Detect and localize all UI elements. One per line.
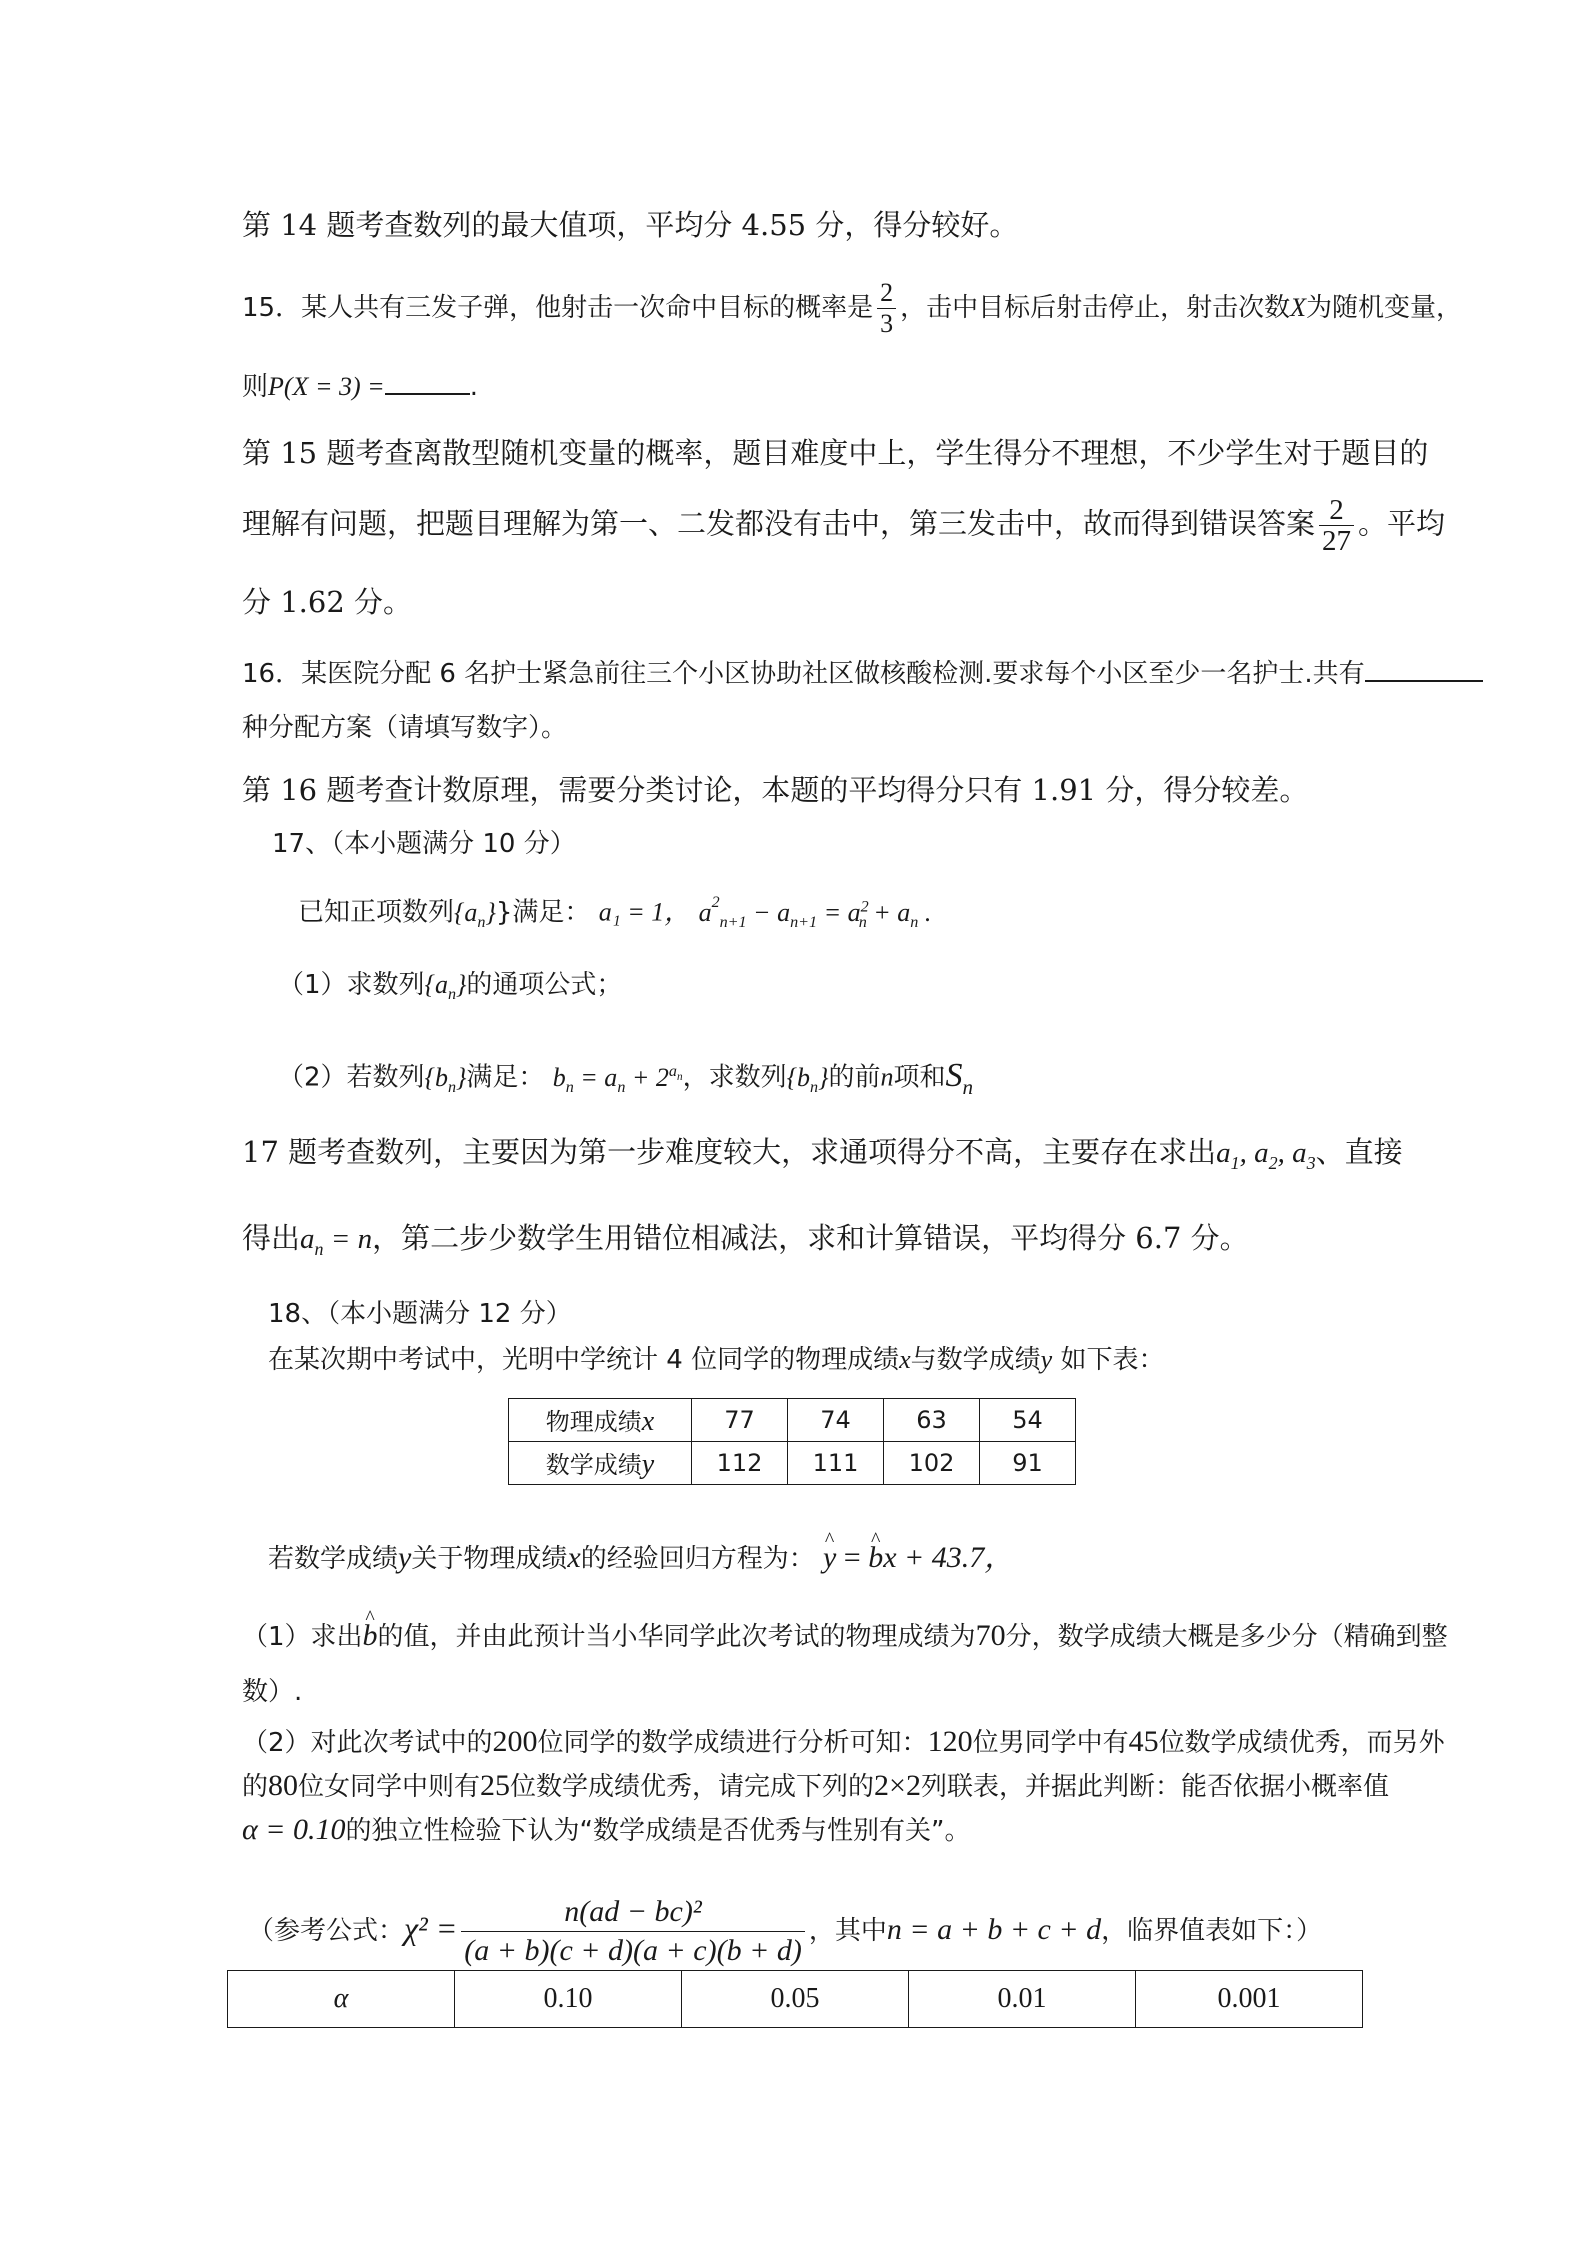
q15-review-line3: 分 1.62 分。	[242, 585, 413, 619]
row-label-math: 数学成绩y	[509, 1442, 692, 1485]
q17-part2-formula: $b_n = a_n + 2^{a_n}$	[552, 1062, 683, 1096]
q17-review-line1	[242, 1132, 1403, 1183]
q17-review-text-b: 、直接	[1315, 1135, 1403, 1169]
q15-question-line1	[242, 278, 1462, 339]
q15-frac-den: 3	[877, 308, 896, 339]
q14-review: 第 14 题考查数列的最大值项，平均分 4.55 分，得分较好。	[242, 208, 1019, 242]
q15-wrong-answer-fraction	[1319, 495, 1354, 556]
q16-question-line2: 种分配方案（请填写数字）。	[242, 713, 568, 743]
q15-review-line2	[242, 495, 1445, 556]
q17-review-text-a: 17 题考查数列，主要因为第一步难度较大，求通项得分不高，主要存在求出	[242, 1135, 1217, 1169]
q17-part2-seq-b: $\{b_n\}$	[424, 1062, 467, 1096]
q15-review-line1: 第 15 题考查离散型随机变量的概率，题目难度中上，学生得分不理想，不少学生对于题目的	[242, 436, 1429, 470]
q15-text-b: ，击中目标后射击停止，射击次数	[900, 293, 1291, 323]
q16-text: 16．某医院分配 6 名护士紧急前往三个小区协助社区做核酸检测.要求每个小区至少一名护士.共有	[242, 659, 1365, 689]
table-cell: 54	[980, 1399, 1076, 1442]
q18-stem-text-a: 在某次期中考试中，光明中学统计 4 位同学的物理成绩	[268, 1345, 900, 1375]
q17-review-text-c: 得出	[242, 1221, 301, 1255]
table-cell: 77	[692, 1399, 788, 1442]
row-label-physics: 物理成绩x	[509, 1399, 692, 1442]
q17-part2-label: （2）若数列	[278, 1062, 425, 1093]
q18-regression: 若数学成绩y关于物理成绩x的经验回归方程为： ^ y = ^ bx + 43.7，	[268, 1538, 1014, 1579]
q17-part2-seq-b2: $\{b_n\}$	[786, 1062, 829, 1096]
q17-part2-text-d: 的前	[828, 1062, 881, 1093]
table-cell: 0.05	[682, 1971, 909, 2028]
table-cell: 0.01	[909, 1971, 1136, 2028]
q18-part1-text-a: 的值，并由此预计当小华同学此次考试的物理成绩为	[377, 1622, 976, 1652]
q16-review: 第 16 题考查计数原理，需要分类讨论，本题的平均得分只有 1.91 分，得分较差。	[242, 773, 1309, 807]
q15-ans-den: 27	[1319, 525, 1354, 556]
q18-reference-formula: （参考公式：χ² = $\frac{\text{n(ad − bc)²}}{(a + b)(c + d)(a + c)(b + d)}$ ，其中n = a + b + c + d，临界值表如下：）	[248, 1888, 1322, 1968]
q17-review-line2	[242, 1218, 1249, 1269]
q15-answer-blank[interactable]	[385, 363, 470, 395]
q15-text-a: 15．某人共有三发子弹，他射击一次命中目标的概率是	[242, 293, 874, 323]
q17-stem-text-b: }满足：	[495, 897, 591, 928]
q15-review-text-b: 。平均	[1358, 506, 1446, 541]
chi-square-fraction: $\frac{\text{n(ad − bc)²}}{(a + b)(c + d)(a + c)(b + d)}$	[461, 1893, 805, 1970]
q15-frac-num: 2	[880, 278, 894, 307]
q17-part1-seq: $\{a_n\}$	[424, 970, 467, 1004]
q17-part2-text-c: ，求数列	[682, 1062, 787, 1093]
q18-reg-text-a: 若数学成绩	[268, 1544, 399, 1574]
q18-part1-line2: 数）.	[242, 1677, 303, 1707]
q15-then: 则	[242, 372, 269, 402]
q17-review-an: $a_n = n$	[300, 1223, 373, 1259]
q15-expression: P(X = 3) =	[268, 372, 385, 401]
q18-reg-text-b: 关于物理成绩	[411, 1544, 568, 1574]
q17-stem-text-a: 已知正项数列	[298, 897, 455, 928]
q15-period: .	[469, 372, 478, 402]
q15-probability-fraction	[877, 278, 896, 339]
q17-part2-n: n	[880, 1062, 894, 1092]
q18-part1-label: （1）求出	[242, 1622, 363, 1652]
q18-stem: 在某次期中考试中，光明中学统计 4 位同学的物理成绩x与数学成绩y 如下表：	[268, 1345, 1165, 1375]
q18-stem-text-b: 与数学成绩	[910, 1345, 1041, 1375]
q18-stem-text-c: 如下表：	[1060, 1345, 1165, 1375]
q17-eq1: a₁ = 1，	[598, 897, 691, 927]
table-row	[509, 1399, 1076, 1442]
q18-part1-line1: （1）求出^ b的值，并由此预计当小华同学此次考试的物理成绩为70分，数学成绩大概是多少分（精确到整	[242, 1616, 1448, 1657]
q18-score-table	[508, 1398, 1076, 1485]
q16-question-line1	[242, 650, 1483, 694]
q17-part1-text: 的通项公式；	[466, 970, 623, 1000]
q17-eq2: $a_{2n+1} - a_{n+1} = a^2_n + a_n$ .	[698, 893, 932, 931]
q15-ans-num: 2	[1329, 494, 1344, 526]
q17-part1	[278, 965, 622, 1015]
table-cell: 63	[884, 1399, 980, 1442]
table-cell-alpha: α	[228, 1971, 455, 2028]
q18-part2-line1: （2）对此次考试中的200位同学的数学成绩进行分析可知：120位男同学中有45位数学成绩优秀，而另外	[242, 1725, 1445, 1758]
q15-question-line2	[242, 363, 478, 407]
q17-review-text-d: ，第二步少数学生用错位相减法，求和计算错误，平均得分 6.7 分。	[372, 1221, 1249, 1255]
q18-part1-text-b: 分，数学成绩大概是多少分（精确到整	[1005, 1622, 1448, 1652]
q17-part2-text-b: 满足：	[466, 1062, 545, 1093]
table-cell: 91	[980, 1442, 1076, 1485]
q18-reg-text-c: 的经验回归方程为：	[580, 1544, 815, 1574]
q15-text-c: 为随机变量，	[1306, 293, 1463, 323]
table-row	[509, 1442, 1076, 1485]
q15-var-x: X	[1290, 293, 1306, 322]
table-row	[228, 1971, 1363, 2028]
q18-heading: 18、（本小题满分 12 分）	[268, 1299, 572, 1329]
table-cell: 102	[884, 1442, 980, 1485]
q18-regression-equation: ^ y = ^ bx + 43.7，	[823, 1541, 1014, 1574]
q17-heading: 17、（本小题满分 10 分）	[272, 829, 576, 859]
q17-seq-a: $\{a_n\}$	[454, 897, 496, 931]
q17-part1-label: （1）求数列	[278, 970, 425, 1000]
q16-answer-blank[interactable]	[1365, 650, 1483, 682]
table-cell: 0.10	[455, 1971, 682, 2028]
q17-stem	[298, 887, 931, 943]
table-cell: 74	[788, 1399, 884, 1442]
table-cell: 112	[692, 1442, 788, 1485]
table-cell: 0.001	[1136, 1971, 1363, 2028]
table-cell: 111	[788, 1442, 884, 1485]
q17-part2	[278, 1052, 973, 1108]
q18-part2-line2: 的80位女同学中则有25位数学成绩优秀，请完成下列的2×2列联表，并据此判断：能否依据小概率值	[242, 1769, 1389, 1802]
q15-review-text-a: 理解有问题，把题目理解为第一、二发都没有击中，第三发击中，故而得到错误答案	[242, 506, 1316, 541]
q17-review-terms: $a_1$, $a_2$, $a_3$	[1216, 1137, 1316, 1173]
q18-part2-line3: α = 0.10的独立性检验下认为“数学成绩是否优秀与性别有关”。	[242, 1813, 971, 1846]
q17-part2-Sn: $S_n$	[945, 1056, 974, 1099]
q18-part1-70: 70	[975, 1619, 1006, 1652]
q17-part2-text-e: 项和	[893, 1062, 946, 1093]
critical-value-table	[227, 1970, 1363, 2028]
